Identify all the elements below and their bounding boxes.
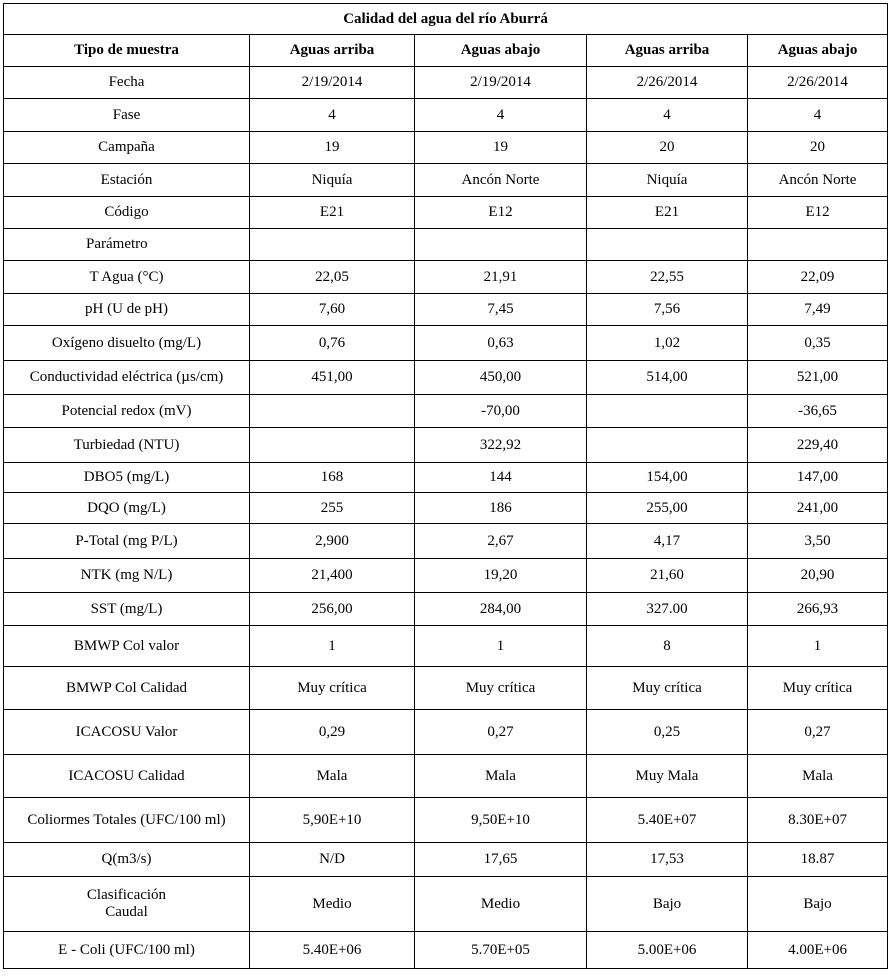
water-quality-table — [3, 3, 888, 969]
table-cell: 322,92 — [415, 428, 587, 463]
row-label: Código — [4, 197, 250, 229]
table-cell: Mala — [250, 755, 415, 798]
table-cell — [250, 395, 415, 428]
table-cell: 521,00 — [748, 361, 888, 395]
table-cell: 0,27 — [748, 710, 888, 755]
table-row — [4, 361, 888, 395]
table-cell: 0,63 — [415, 326, 587, 361]
row-label: Oxígeno disuelto (mg/L) — [4, 326, 250, 361]
table-cell: 21,60 — [587, 559, 748, 593]
header-cell: Tipo de muestra — [4, 35, 250, 67]
table-cell: E12 — [415, 197, 587, 229]
row-label: Parámetro — [4, 229, 250, 261]
table-cell: 451,00 — [250, 361, 415, 395]
table-cell: 5,90E+10 — [250, 798, 415, 843]
table-cell: 0,76 — [250, 326, 415, 361]
table-cell: Mala — [748, 755, 888, 798]
table-cell: 4 — [587, 99, 748, 132]
table-row — [4, 877, 888, 932]
table-row — [4, 261, 888, 294]
table-cell: 0,29 — [250, 710, 415, 755]
table-row — [4, 932, 888, 969]
row-label: Clasificación Caudal — [4, 877, 250, 932]
table-row — [4, 755, 888, 798]
table-cell: 450,00 — [415, 361, 587, 395]
row-label: Q(m3/s) — [4, 843, 250, 877]
table-cell: Muy crítica — [587, 667, 748, 710]
table-cell: 2/26/2014 — [748, 67, 888, 99]
table-cell: Muy crítica — [415, 667, 587, 710]
table-cell: 255 — [250, 493, 415, 524]
table-row — [4, 524, 888, 559]
table-cell: 7,49 — [748, 294, 888, 326]
row-label: pH (U de pH) — [4, 294, 250, 326]
table-row — [4, 99, 888, 132]
table-cell: 20 — [587, 132, 748, 164]
table-row — [4, 229, 888, 261]
table-cell — [250, 229, 415, 261]
table-cell: Bajo — [587, 877, 748, 932]
table-cell: 5.00E+06 — [587, 932, 748, 969]
table-cell — [587, 395, 748, 428]
row-label: SST (mg/L) — [4, 593, 250, 626]
row-label: Turbiedad (NTU) — [4, 428, 250, 463]
table-cell — [250, 428, 415, 463]
table-cell: 327.00 — [587, 593, 748, 626]
table-cell: 144 — [415, 463, 587, 493]
table-cell — [587, 229, 748, 261]
row-label: Estación — [4, 164, 250, 197]
header-cell: Aguas arriba — [250, 35, 415, 67]
table-body — [4, 67, 888, 969]
row-label: Conductividad eléctrica (µs/cm) — [4, 361, 250, 395]
table-cell: 4 — [748, 99, 888, 132]
table-cell: 241,00 — [748, 493, 888, 524]
table-cell: 3,50 — [748, 524, 888, 559]
row-label: ICACOSU Calidad — [4, 755, 250, 798]
table-cell: Bajo — [748, 877, 888, 932]
table-cell: 2,900 — [250, 524, 415, 559]
table-cell: 229,40 — [748, 428, 888, 463]
table-cell: 5.40E+07 — [587, 798, 748, 843]
table-cell: 8 — [587, 626, 748, 667]
table-cell: Medio — [415, 877, 587, 932]
table-cell: -36,65 — [748, 395, 888, 428]
table-cell: 19,20 — [415, 559, 587, 593]
table-cell: 21,91 — [415, 261, 587, 294]
table-row — [4, 593, 888, 626]
table-row — [4, 798, 888, 843]
table-row — [4, 626, 888, 667]
header-cell: Aguas abajo — [748, 35, 888, 67]
table-cell: 19 — [250, 132, 415, 164]
table-row — [4, 294, 888, 326]
table-cell: 1 — [415, 626, 587, 667]
table-cell: Ancón Norte — [415, 164, 587, 197]
table-cell: 20 — [748, 132, 888, 164]
table-row — [4, 197, 888, 229]
table-cell: 0,35 — [748, 326, 888, 361]
header-cell: Aguas abajo — [415, 35, 587, 67]
row-label: BMWP Col valor — [4, 626, 250, 667]
row-label: E - Coli (UFC/100 ml) — [4, 932, 250, 969]
table-cell: 1 — [250, 626, 415, 667]
table-cell: E21 — [250, 197, 415, 229]
table-cell: 186 — [415, 493, 587, 524]
table-cell: 5.70E+05 — [415, 932, 587, 969]
table-cell: 17,65 — [415, 843, 587, 877]
table-cell: Muy crítica — [250, 667, 415, 710]
table-cell: 147,00 — [748, 463, 888, 493]
table-cell: Mala — [415, 755, 587, 798]
table-cell: 22,09 — [748, 261, 888, 294]
table-row — [4, 843, 888, 877]
table-cell: Niquía — [587, 164, 748, 197]
table-row — [4, 132, 888, 164]
row-label: NTK (mg N/L) — [4, 559, 250, 593]
table-cell: 22,55 — [587, 261, 748, 294]
table-row — [4, 164, 888, 197]
table-cell: 256,00 — [250, 593, 415, 626]
table-title: Calidad del agua del río Aburrá — [4, 4, 888, 35]
row-label: ICACOSU Valor — [4, 710, 250, 755]
table-row — [4, 559, 888, 593]
table-row — [4, 326, 888, 361]
table-cell: N/D — [250, 843, 415, 877]
table-cell: 2,67 — [415, 524, 587, 559]
row-label: T Agua (°C) — [4, 261, 250, 294]
row-label: Coliormes Totales (UFC/100 ml) — [4, 798, 250, 843]
table-row — [4, 493, 888, 524]
table-cell: 2/26/2014 — [587, 67, 748, 99]
row-label: DBO5 (mg/L) — [4, 463, 250, 493]
table-cell: 19 — [415, 132, 587, 164]
row-label: BMWP Col Calidad — [4, 667, 250, 710]
table-cell: 255,00 — [587, 493, 748, 524]
table-cell: Ancón Norte — [748, 164, 888, 197]
table-cell: 154,00 — [587, 463, 748, 493]
row-label: Campaña — [4, 132, 250, 164]
table-row — [4, 710, 888, 755]
table-cell: 20,90 — [748, 559, 888, 593]
table-cell: 9,50E+10 — [415, 798, 587, 843]
table-cell: 0,25 — [587, 710, 748, 755]
table-cell: 0,27 — [415, 710, 587, 755]
table-cell: 5.40E+06 — [250, 932, 415, 969]
table-cell: 21,400 — [250, 559, 415, 593]
table-cell: 4.00E+06 — [748, 932, 888, 969]
table-cell: Niquía — [250, 164, 415, 197]
table-row — [4, 667, 888, 710]
table-cell — [415, 229, 587, 261]
row-label: P-Total (mg P/L) — [4, 524, 250, 559]
table-cell: 4 — [415, 99, 587, 132]
row-label: Fase — [4, 99, 250, 132]
table-cell: 7,56 — [587, 294, 748, 326]
table-cell: 2/19/2014 — [415, 67, 587, 99]
table-cell: 1,02 — [587, 326, 748, 361]
table-cell: 168 — [250, 463, 415, 493]
row-label: Potencial redox (mV) — [4, 395, 250, 428]
table-row — [4, 67, 888, 99]
table-row — [4, 463, 888, 493]
table-row — [4, 428, 888, 463]
table-cell: 8.30E+07 — [748, 798, 888, 843]
table-cell: 22,05 — [250, 261, 415, 294]
table-cell: 1 — [748, 626, 888, 667]
table-cell: 4,17 — [587, 524, 748, 559]
table-cell — [587, 428, 748, 463]
table-cell: Medio — [250, 877, 415, 932]
table-cell: 4 — [250, 99, 415, 132]
table-cell: 7,60 — [250, 294, 415, 326]
row-label: Fecha — [4, 67, 250, 99]
table-cell: 18.87 — [748, 843, 888, 877]
document-page — [3, 3, 888, 969]
row-label: DQO (mg/L) — [4, 493, 250, 524]
table-cell: 284,00 — [415, 593, 587, 626]
table-cell: 514,00 — [587, 361, 748, 395]
table-cell: Muy Mala — [587, 755, 748, 798]
table-cell: 2/19/2014 — [250, 67, 415, 99]
table-cell — [748, 229, 888, 261]
table-row — [4, 395, 888, 428]
header-cell: Aguas arriba — [587, 35, 748, 67]
table-cell: Muy crítica — [748, 667, 888, 710]
table-cell: 17,53 — [587, 843, 748, 877]
table-cell: -70,00 — [415, 395, 587, 428]
table-cell: E21 — [587, 197, 748, 229]
table-cell: E12 — [748, 197, 888, 229]
table-cell: 7,45 — [415, 294, 587, 326]
table-cell: 266,93 — [748, 593, 888, 626]
